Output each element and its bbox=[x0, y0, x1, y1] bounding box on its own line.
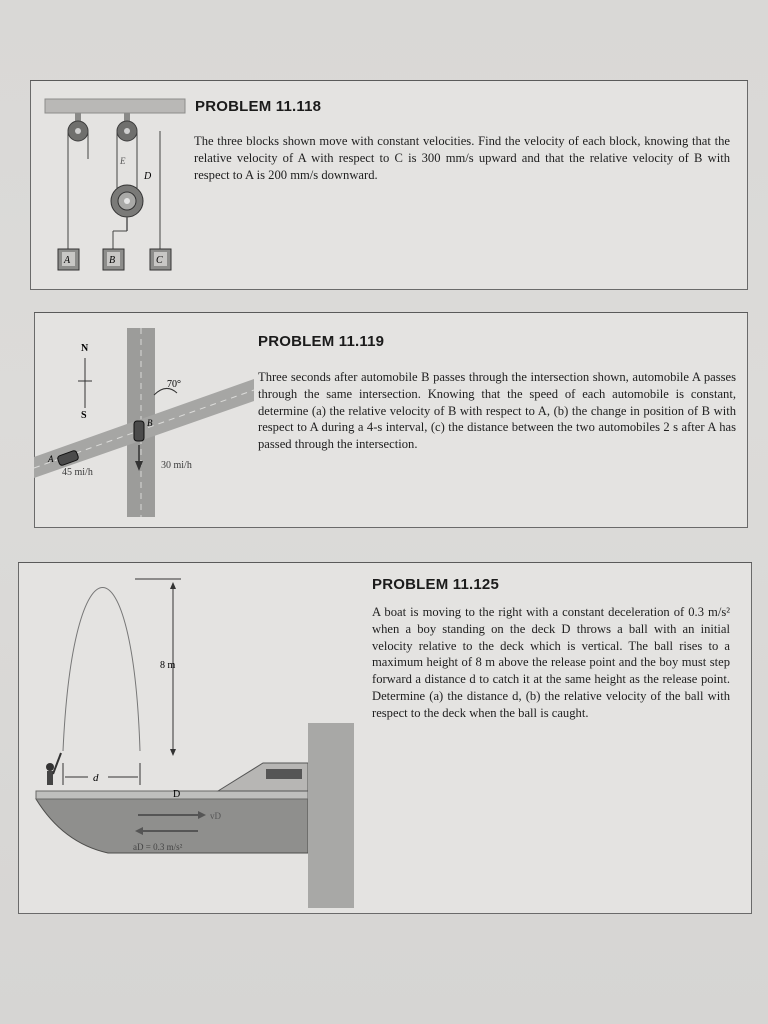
speed-b: 30 mi/h bbox=[161, 460, 192, 471]
accel-label: aD = 0.3 m/s² bbox=[133, 842, 183, 852]
height-label: 8 m bbox=[160, 660, 176, 671]
compass-s: S bbox=[81, 410, 87, 421]
angle-label: 70° bbox=[167, 379, 181, 390]
compass-n: N bbox=[81, 343, 89, 354]
problem-text: A boat is moving to the right with a constant deceleration of 0.3 m/s² when a boy standing on the deck D throws a ball with an initial velocity relative to the deck which is vertical. The ball rises to a maximum height of 8 m above the release point and the boy must step forward a distance d to catch it at the same height as the release point. Determine (a) the distance d, (b) the relative velocity of the ball with respect to the deck when the ball is caught. bbox=[372, 605, 730, 720]
block-label-a: A bbox=[64, 255, 71, 266]
car-b-label: B bbox=[147, 418, 153, 428]
intersection-figure bbox=[34, 313, 254, 527]
distance-label: d bbox=[93, 772, 99, 784]
velocity-label: vD bbox=[210, 811, 221, 821]
pulley-label-d: D bbox=[144, 171, 152, 182]
problem-title: PROBLEM 11.119 bbox=[258, 333, 385, 350]
boat-ball-figure bbox=[18, 563, 368, 903]
block-label-c: C bbox=[156, 255, 163, 266]
problem-panel-119 bbox=[34, 312, 748, 528]
block-label-b: B bbox=[109, 255, 116, 266]
pulley-block-figure bbox=[30, 81, 190, 286]
problem-panel-118 bbox=[30, 80, 748, 290]
speed-a: 45 mi/h bbox=[62, 467, 93, 478]
problem-text: The three blocks shown move with constant velocities. Find the velocity of each block, knowing that the relative velocity of A with respect to C is 300 mm/s upward and that the relative velocity of B with respect to A is 200 mm/s downward. bbox=[194, 134, 730, 182]
problem-title: PROBLEM 11.125 bbox=[372, 576, 500, 593]
problem-text: Three seconds after automobile B passes through the intersection shown, automobile A passes through the same intersection. Knowing that the speed of each automobile is constant, determine (a) the relative velocity of B with respect to A, (b) the change in position of B with respect to A during a 4-s interval, (c) the distance between the two automobiles 2 s after A has passed through the intersection. bbox=[258, 370, 736, 452]
problem-panel-125 bbox=[18, 562, 752, 914]
problem-title: PROBLEM 11.118 bbox=[195, 98, 322, 115]
pulley-tag: E bbox=[120, 156, 126, 166]
car-a-label: A bbox=[48, 454, 54, 464]
deck-label: D bbox=[173, 789, 181, 800]
